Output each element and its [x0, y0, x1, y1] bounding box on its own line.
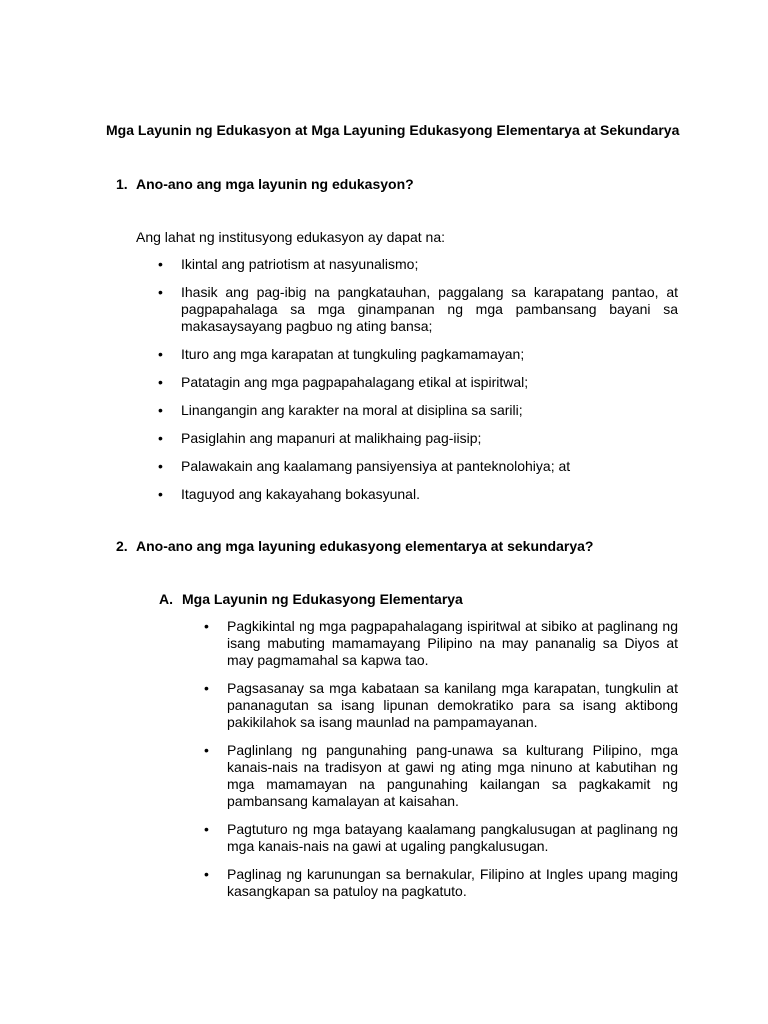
question-1 — [116, 176, 414, 193]
elementary-goals-list — [204, 618, 678, 911]
bullet-icon: • — [158, 430, 163, 446]
list-item: • Pasiglahin ang mapanuri at malikhaing pag-iisip; — [158, 430, 482, 446]
list-item: • Pagsasanay sa mga kabataan sa kanilang mga karapatan, tungkulin at pananagutan sa isang lipunan demokratiko para sa isang aktibong pakikilahok sa isang maunlad na pampamayanan. — [204, 680, 678, 730]
question-1-number: 1. — [116, 176, 128, 192]
subheading-a-letter: A. — [159, 591, 173, 607]
list-item: • Palawakain ang kaalamang pansiyensiya at panteknolohiya; at — [158, 458, 571, 474]
bullet-icon: • — [158, 402, 163, 418]
list-item: • Pagkikintal ng mga pagpapahalagang ispiritwal at sibiko at paglinang ng isang mabuting mamamayang Pilipino na may pananalig sa Diyos at may pagmamahal sa kapwa tao. — [204, 618, 678, 668]
bullet-icon: • — [204, 618, 209, 634]
list-item: • Paglinlang ng pangunahing pang-unawa sa kulturang Pilipino, mga kanais-nais na tradisyon at gawi ng ating mga ninuno at kabutihan ng mga mamamayan na pangunahing kailangan sa pagkakamit ng pambansang kamalayan at kaisahan. — [204, 742, 678, 809]
list-item: • Ikintal ang patriotism at nasyunalismo; — [158, 256, 419, 272]
education-goals-list — [158, 256, 678, 514]
bullet-icon: • — [158, 486, 163, 502]
list-item: • Ituro ang mga karapatan at tungkuling pagkamamayan; — [158, 346, 525, 362]
subheading-a-text: Mga Layunin ng Edukasyong Elementarya — [182, 591, 463, 607]
question-2-number: 2. — [116, 538, 128, 554]
bullet-icon: • — [158, 284, 163, 300]
question-2 — [116, 538, 593, 555]
bullet-icon: • — [158, 256, 163, 272]
bullet-icon: • — [158, 346, 163, 362]
subheading-a — [159, 591, 463, 608]
bullet-icon: • — [204, 680, 209, 696]
bullet-icon: • — [158, 374, 163, 390]
bullet-icon: • — [204, 866, 209, 882]
list-item: • Patatagin ang mga pagpapahalagang etikal at ispiritwal; — [158, 374, 529, 390]
list-item: • Paglinag ng karunungan sa bernakular, Filipino at Ingles upang maging kasangkapan sa patuloy na pagkatuto. — [204, 866, 678, 899]
bullet-icon: • — [204, 742, 209, 758]
list-item: • Linangangin ang karakter na moral at disiplina sa sarili; — [158, 402, 523, 418]
question-2-text: Ano-ano ang mga layuning edukasyong elementarya at sekundarya? — [136, 538, 594, 554]
bullet-icon: • — [158, 458, 163, 474]
question-1-text: Ano-ano ang mga layunin ng edukasyon? — [136, 176, 414, 192]
intro-text: Ang lahat ng institusyong edukasyon ay dapat na: — [136, 229, 445, 245]
document-title: Mga Layunin ng Edukasyon at Mga Layuning Edukasyong Elementarya at Sekundarya — [106, 122, 680, 138]
list-item: • Ihasik ang pag-ibig na pangkatauhan, paggalang sa karapatang pantao, at pagpapahalaga sa mga ginampanan ng mga pambansang bayani sa makasaysayang pagbuo ng ating bansa; — [158, 284, 678, 334]
bullet-icon: • — [204, 821, 209, 837]
list-item: • Itaguyod ang kakayahang bokasyunal. — [158, 486, 420, 502]
list-item: • Pagtuturo ng mga batayang kaalamang pangkalusugan at paglinang ng mga kanais-nais na gawi at ugaling pangkalusugan. — [204, 821, 678, 854]
